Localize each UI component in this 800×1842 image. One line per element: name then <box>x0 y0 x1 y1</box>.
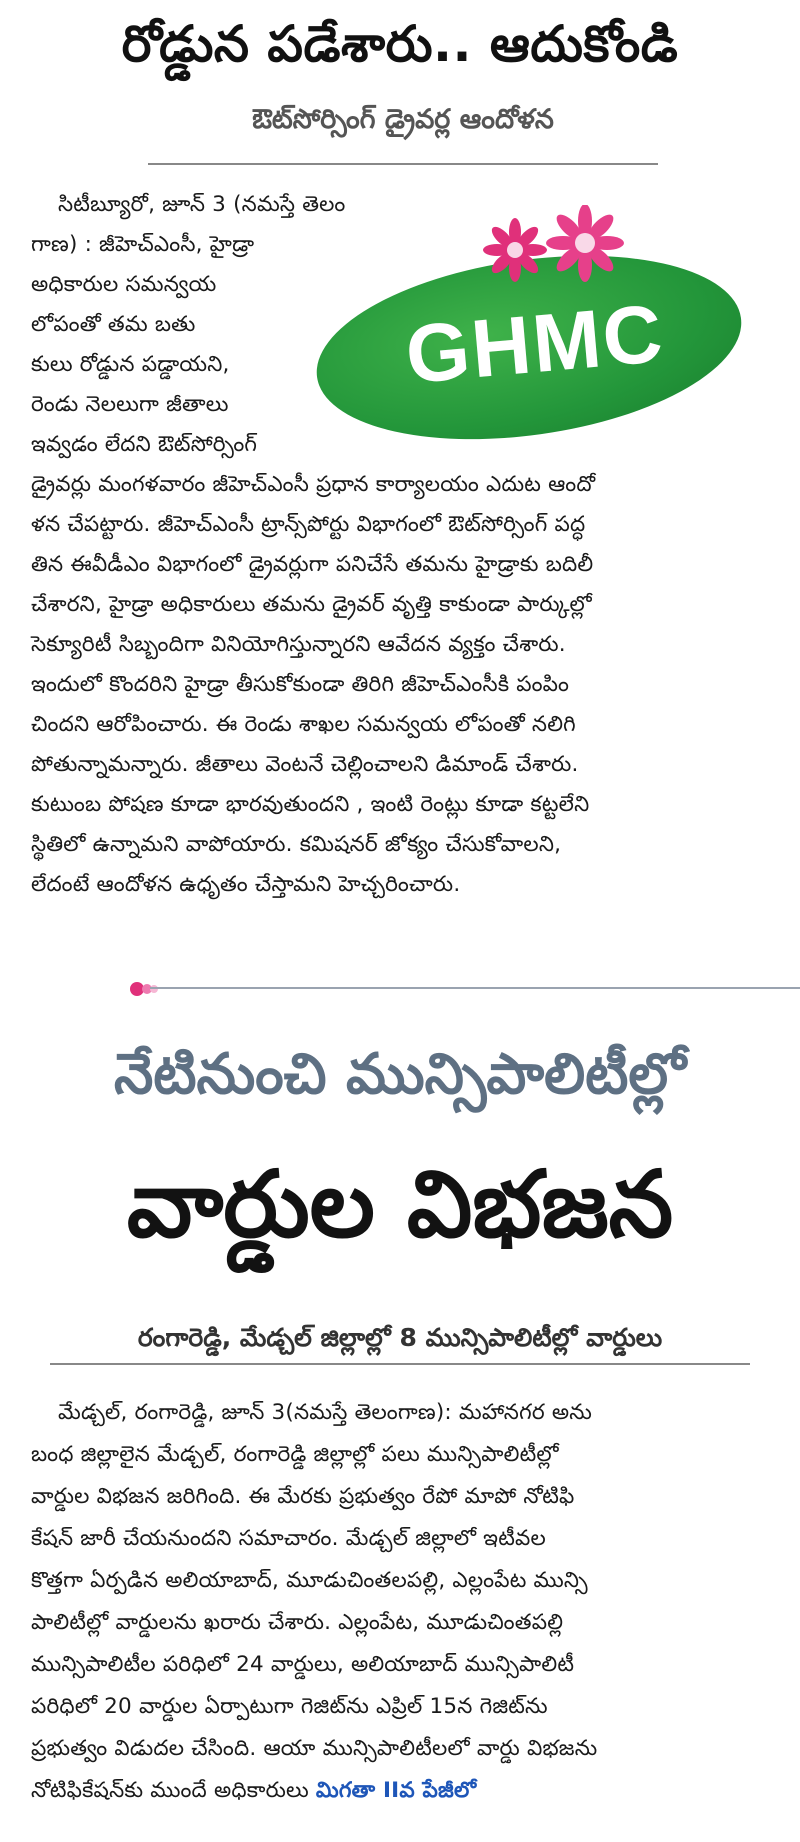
article1-line: ళన చేపట్టారు. జీహెచ్ఎంసీ ట్రాన్స్‌పోర్టు విభాగంలో ఔట్‌సోర్సింగ్ పద్ధ <box>31 512 586 537</box>
article1-line: ఇవ్వడం లేదని ఔట్‌సోర్సింగ్ <box>31 432 258 457</box>
article1-line: సెక్యూరిటీ సిబ్బందిగా వినియోగిస్తున్నారని ఆవేదన వ్యక్తం చేశారు. <box>31 632 566 657</box>
article1-line: కుటుంబ పోషణ కూడా భారవుతుందని , ఇంటి రెంట్లు కూడా కట్టలేని <box>31 792 590 817</box>
article1-line: స్థితిలో ఉన్నామని వాపోయారు. కమిషనర్ జోక్యం చేసుకోవాలని, <box>31 832 562 857</box>
article1-subheadline-rule <box>148 163 658 165</box>
article1-line: చేశారని, హైడ్రా అధికారులు తమను డ్రైవర్ వృత్తి కాకుండా పార్కుల్లో <box>31 592 592 617</box>
article2-line: వార్డుల విభజన జరిగింది. ఈ మేరకు ప్రభుత్వం రేపో మాపో నోటిఫి <box>31 1484 575 1509</box>
flower-icon <box>475 205 635 285</box>
article1-line: అధికారుల సమన్వయ <box>31 272 217 297</box>
article2-line: కొత్తగా ఏర్పడిన అలియాబాద్, మూడుచింతలపల్లి, ఎల్లంపేట మున్సి <box>31 1568 588 1593</box>
article2-subheadline-rule <box>50 1363 750 1365</box>
article1-line: లోపంతో తమ బతు <box>31 312 196 337</box>
article1-line: గాణ) : జీహెచ్ఎంసీ, హైడ్రా <box>31 232 255 257</box>
article1-line: పోతున్నామన్నారు. జీతాలు వెంటనే చెల్లించాలని డిమాండ్ చేశారు. <box>31 752 579 777</box>
article2-line: నోటిఫికేషన్‌కు ముందే అధికారులు <box>31 1778 309 1803</box>
article1-line: కులు రోడ్డున పడ్డాయని, <box>31 352 230 377</box>
article2-last-line <box>31 1771 476 1811</box>
article1-line: సిటీబ్యూరో, జూన్ 3 (నమస్తే తెలం <box>58 192 346 217</box>
article1-subheadline: ఔట్‌సోర్సింగ్ డ్రైవర్ల ఆందోళన <box>252 104 554 135</box>
article1-line: ఇందులో కొందరిని హైడ్రా తీసుకోకుండా తిరిగి జీహెచ్ఎంసీకి పంపిం <box>31 672 570 697</box>
continued-on-page-link[interactable]: మిగతా IIవ పేజీలో <box>315 1778 477 1803</box>
article2-line: పాలిటీల్లో వార్డులను ఖరారు చేశారు. ఎల్లంపేట, మూడుచింతపల్లి <box>31 1610 564 1635</box>
article2-line: పరిధిలో 20 వార్డుల ఏర్పాటుగా గెజిట్‌ను ఎప్రిల్ 15న గెజిట్‌ను <box>31 1694 548 1719</box>
article1-headline: రోడ్డున పడేశారు.. ఆదుకోండి <box>121 15 679 73</box>
article1-line: డ్రైవర్లు మంగళవారం జీహెచ్ఎంసీ ప్రధాన కార్యాలయం ఎదుట ఆందో <box>31 472 596 497</box>
article2-line: మేడ్చల్, రంగారెడ్డి, జూన్ 3(నమస్తే తెలంగాణ): మహానగర అను <box>58 1400 592 1425</box>
article2-subheadline: రంగారెడ్డి, మేడ్చల్ జిల్లాల్లో 8 మున్సిపాలిటీల్లో వార్డులు <box>137 1323 663 1352</box>
article2-headline-top: నేటినుంచి మున్సిపాలిటీల్లో <box>113 1042 687 1107</box>
article2-line: కేషన్ జారీ చేయనుందని సమాచారం. మేడ్చల్ జిల్లాలో ఇటీవల <box>31 1526 546 1551</box>
article1-line: చిందని ఆరోపించారు. ఈ రెండు శాఖల సమన్వయ లోపంతో నలిగి <box>31 712 576 737</box>
article2-line: మున్సిపాలిటీల పరిధిలో 24 వార్డులు, అలియాబాద్ మున్సిపాలిటీ <box>31 1652 575 1677</box>
article1-line: తిన ఈవీడీఎం విభాగంలో డ్రైవర్లుగా పనిచేసే తమను హైడ్రాకు బదిలీ <box>31 552 594 577</box>
article1-line: లేదంటే ఆందోళన ఉధృతం చేస్తామని హెచ్చరించారు. <box>31 872 461 897</box>
divider-line <box>150 987 800 989</box>
article2-line: ప్రభుత్వం విడుదల చేసింది. ఆయా మున్సిపాలిటీలలో వార్డు విభజను <box>31 1736 598 1761</box>
article1-line: రెండు నెలలుగా జీతాలు <box>31 392 229 417</box>
article2-headline-main: వార్డుల విభజన <box>126 1151 674 1258</box>
ghmc-logo <box>315 205 745 445</box>
article2-line: బంధ జిల్లాలైన మేడ్చల్, రంగారెడ్డి జిల్లాల్లో పలు మున్సిపాలిటీల్లో <box>31 1442 559 1467</box>
ghmc-logo-text: GHMC <box>402 287 668 402</box>
